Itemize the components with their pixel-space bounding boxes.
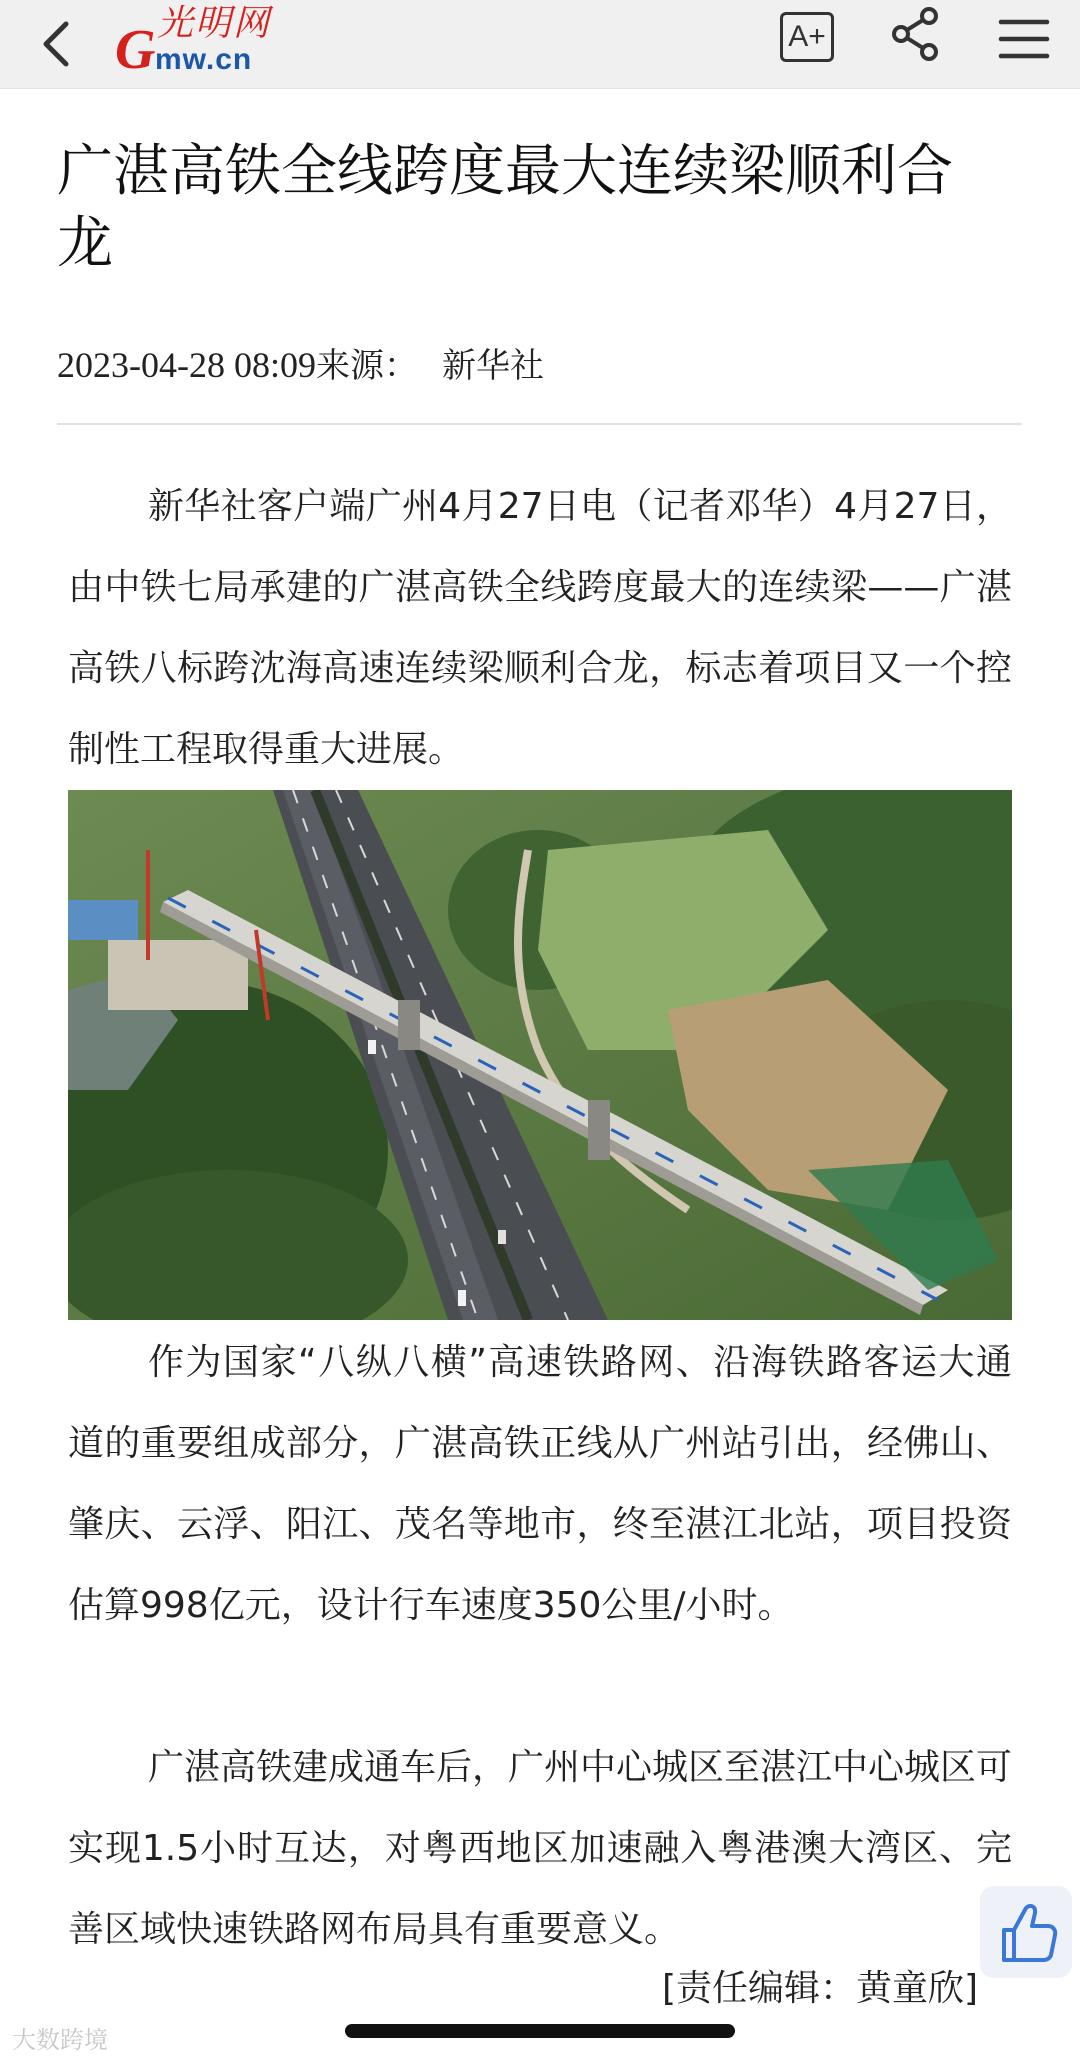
- back-button[interactable]: [30, 10, 90, 76]
- source-label: 来源：: [315, 346, 418, 386]
- share-button[interactable]: [885, 4, 945, 64]
- source-name: 新华社: [441, 346, 544, 386]
- watermark-text: 大数跨境: [12, 2026, 108, 2054]
- like-button[interactable]: [980, 1886, 1072, 1978]
- thumbs-up-icon: [980, 1886, 1072, 1978]
- chevron-left-icon: [30, 10, 90, 76]
- logo-g-mark: G: [115, 19, 156, 81]
- article-meta: [57, 338, 544, 387]
- bridge-aerial-illustration: [68, 790, 1012, 1320]
- article-photo-bridge-aerial[interactable]: [68, 790, 1012, 1320]
- logo-domain-text: mw.cn: [155, 43, 253, 76]
- hamburger-menu-icon: [997, 14, 1051, 64]
- menu-button[interactable]: [997, 14, 1051, 64]
- font-size-button[interactable]: A+: [780, 12, 834, 62]
- article-paragraph-3: 广湛高铁建成通车后，广州中心城区至湛江中心城区可实现1.5小时互达，对粤西地区加速融入粤港澳大湾区、完善区域快速铁路网布局具有重要意义。: [68, 1747, 1013, 1950]
- top-navigation-bar: [0, 0, 1080, 89]
- share-icon: [885, 4, 945, 64]
- publish-date: 2023-04-28 08:09: [57, 345, 316, 385]
- logo-chinese-text: 光明网: [157, 3, 272, 44]
- responsible-editor: [责任编辑：黄童欣]: [662, 1968, 979, 2009]
- article-title: 广湛高铁全线跨度最大连续梁顺利合龙: [57, 139, 953, 276]
- article-paragraph-2: 作为国家“八纵八横”高速铁路网、沿海铁路客运大通道的重要组成部分，广湛高铁正线从广州站引出，经佛山、肇庆、云浮、阳江、茂名等地市，终至湛江北站，项目投资估算998亿元，设计行车速度350公里/小时。: [68, 1342, 1012, 1626]
- article-paragraph-1: 新华社客户端广州4月27日电（记者邓华）4月27日，由中铁七局承建的广湛高铁全线跨度最大的连续梁——广湛高铁八标跨沈海高速连续梁顺利合龙，标志着项目又一个控制性工程取得重大进展。: [68, 486, 1012, 770]
- header-divider: [57, 423, 1022, 425]
- site-logo[interactable]: [115, 3, 285, 81]
- home-indicator-bar[interactable]: [345, 2024, 735, 2038]
